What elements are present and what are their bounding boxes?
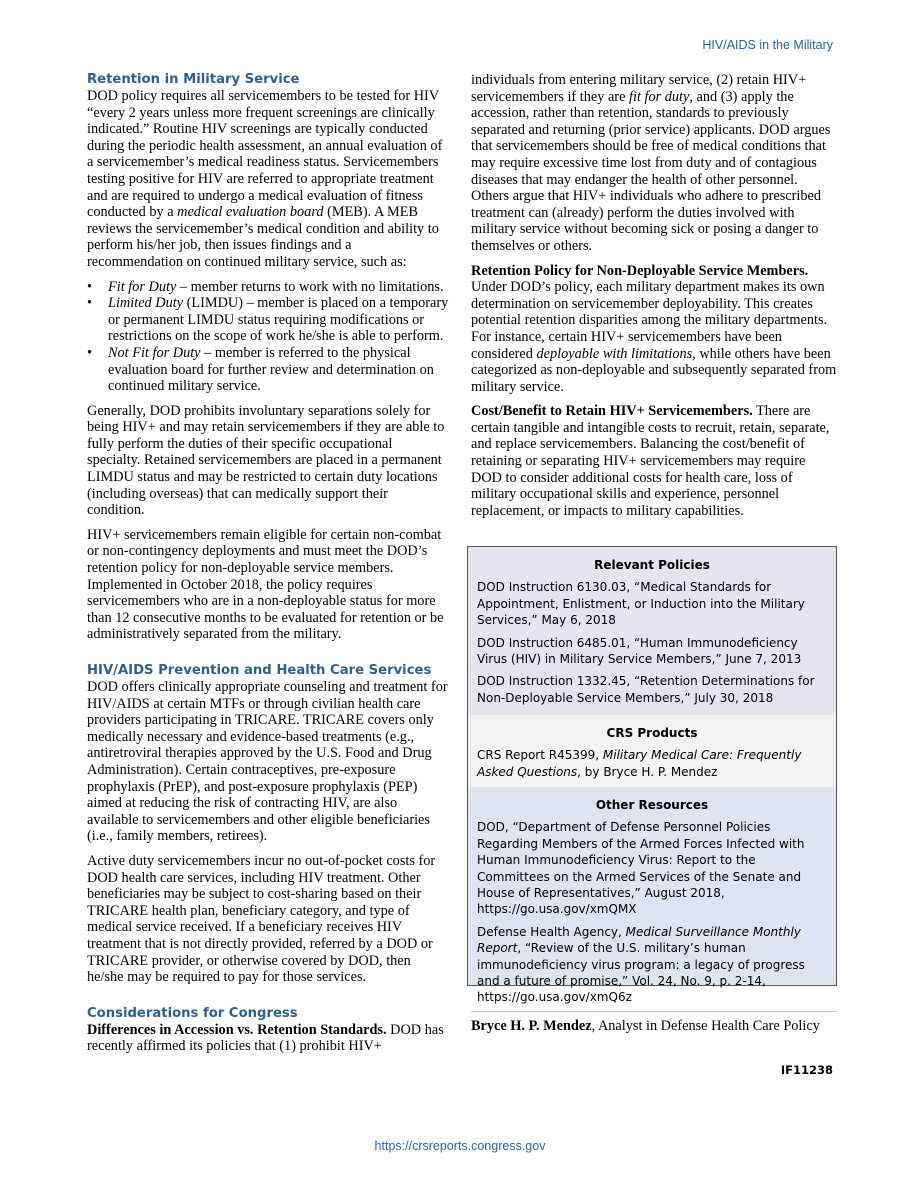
list-item: • Not Fit for Duty – member is referred to the physical evaluation board for further review and determination on continued military service. (87, 344, 434, 395)
resource-item: DOD, “Department of Defense Personnel Policies Regarding Members of the Armed Forces Infected with Human Immunodeficiency Virus: Report to the Committees on the Armed Services of the Senate and House of Representatives,” August 2018, https://go.usa.gov/xmQMX (477, 820, 805, 917)
congress-heading: Considerations for Congress (87, 1005, 298, 1021)
relevant-policies-title: Relevant Policies (594, 558, 710, 572)
retention-paragraph-3: HIV+ servicemembers remain eligible for certain non-combat or non-contingency deployments and must meet the DOD’s retention policy for non-deployable service members. Implemented in October 2018, the policy requires servicemembers who are in a non-deployable status for more than 12 consecutive months to be evaluated for retention or be administratively separated from the military. (87, 526, 444, 643)
left-column (87, 72, 449, 1055)
retention-paragraph-1: DOD policy requires all servicemembers to be tested for HIV “every 2 years unless more frequent screenings are clinically indicated.” Routine HIV screenings are typically conducted during the periodic health assessment, an annual evaluation of a servicemember’s medical readiness status. Servicemembers testing positive for HIV are referred to appropriate treatment and are required to undergo a medical evaluation of fitness conducted by a medical evaluation board (MEB). A MEB reviews the servicemember’s medical condition and ability to perform his/her job, then issues findings and a recommendation on continued military service, such as: (87, 88, 443, 270)
crs-products-section (468, 715, 836, 787)
nondeployable-paragraph: Retention Policy for Non-Deployable Service Members. Under DOD’s policy, each military department makes its own determination on servicemember deployability. This creates potential retention disparities among the military departments. For instance, certain HIV+ servicemembers have been considered deployable with limitations, while others have been categorized as non-deployable and subsequently separated from military service. (471, 262, 837, 395)
prevention-heading: HIV/AIDS Prevention and Health Care Services (87, 663, 432, 678)
crs-products-title: CRS Products (606, 726, 698, 740)
list-item: • Limited Duty (LIMDU) – member is placed on a temporary or permanent LIMDU status requiring modifications or restrictions on the scope of work he/she is able to perform. (87, 295, 449, 345)
product-item: CRS Report R45399, Military Medical Care: Frequently Asked Questions, by Bryce H. P. Mendez (477, 748, 802, 779)
retention-heading: Retention in Military Service (87, 72, 300, 87)
author-divider (471, 1011, 837, 1012)
prevention-paragraph-1: DOD offers clinically appropriate counseling and treatment for HIV/AIDS at certain MTFs or through civilian health care providers participating in TRICARE. TRICARE covers only medically necessary and evidence-based treatments (e.g., antiretroviral therapies approved by the U.S. Food and Drug Administration). Certain contraceptives, pre-exposure prophylaxis (PrEP), and post-exposure prophylaxis (PEP) aimed at reducing the risk of contracting HIV, are also available to servicemembers and other eligible beneficiaries (i.e., family members, retirees). (87, 679, 448, 845)
right-column (471, 72, 837, 519)
policy-item: DOD Instruction 6485.01, “Human Immunodeficiency Virus (HIV) in Military Service Members,” June 7, 2013 (477, 635, 802, 667)
resources-sidebar (467, 546, 837, 1005)
bullet-icon: • (87, 278, 93, 295)
accession-paragraph-continued: individuals from entering military service, (2) retain HIV+ servicemembers if they are fit for duty, and (3) apply the accession, rather than retention, standards to previously separated and returning (prior service) applicants. DOD argues that servicemembers should be free of medical conditions that may require excessive time lost from duty and of contagious diseases that may endanger the health of other personnel. Others argue that HIV+ individuals who adhere to prescribed treatment can (already) perform the duties involved with military service without becoming sick or posing a danger to themselves or others. (471, 72, 831, 254)
fitness-outcomes-list (87, 279, 449, 395)
list-item: • Fit for Duty – member returns to work with no limitations. (87, 278, 444, 295)
resource-item: Defense Health Agency, Medical Surveillance Monthly Report, “Review of the U.S. military’s human immunodeficiency virus program: a legacy of progress and a future of promise,” Vol. 24, No. 9, p. 2-14, https://go.usa.gov/xmQ6z (477, 924, 805, 1005)
accession-paragraph: Differences in Accession vs. Retention Standards. DOD has recently affirmed its policies that (1) prohibit HIV+ (87, 1021, 444, 1055)
policy-item: DOD Instruction 1332.45, “Retention Determinations for Non-Deployable Service Members,” July 30, 2018 (477, 674, 815, 705)
retention-paragraph-2: Generally, DOD prohibits involuntary separations solely for being HIV+ and may retain servicemembers if they are able to fully perform the duties of their specific occupational specialty. Retained servicemembers are placed in a permanent LIMDU status and may be restricted to certain duty locations (including overseas) that can medically support their condition. (87, 402, 445, 519)
running-header-title: HIV/AIDS in the Military (702, 38, 833, 52)
footer-url: https://crsreports.congress.gov (374, 1139, 546, 1153)
policy-item: DOD Instruction 6130.03, “Medical Standards for Appointment, Enlistment, or Induction into the Military Services,” May 6, 2018 (477, 580, 805, 628)
other-resources-title: Other Resources (595, 798, 709, 812)
bullet-icon: • (87, 344, 93, 361)
author-line (471, 1018, 837, 1035)
author-title: , Analyst in Defense Health Care Policy (591, 1018, 820, 1034)
author-name: Bryce H. P. Mendez (471, 1018, 592, 1034)
relevant-policies-section (468, 547, 836, 715)
report-id: IF11238 (780, 1063, 833, 1077)
prevention-paragraph-2: Active duty servicemembers incur no out-of-pocket costs for DOD health care services, including HIV treatment. Other beneficiaries may be subject to cost-sharing based on their TRICARE health plan, beneficiary category, and type of medical service received. If a beneficiary receives HIV treatment that is not directly provided, referred by a DOD or TRICARE provider, or otherwise covered by DOD, then he/she may be required to pay for those services. (87, 852, 436, 986)
cost-benefit-paragraph: Cost/Benefit to Retain HIV+ Servicemembers. There are certain tangible and intangible costs to recruit, retain, separate, and replace servicemembers. Balancing the cost/benefit of retaining or separating HIV+ servicemembers may require DOD to consider additional costs for health care, loss of military occupational skills and experience, personnel replacement, or impacts to military capabilities. (471, 403, 830, 519)
other-resources-section (468, 787, 836, 1005)
bullet-icon: • (87, 295, 93, 312)
